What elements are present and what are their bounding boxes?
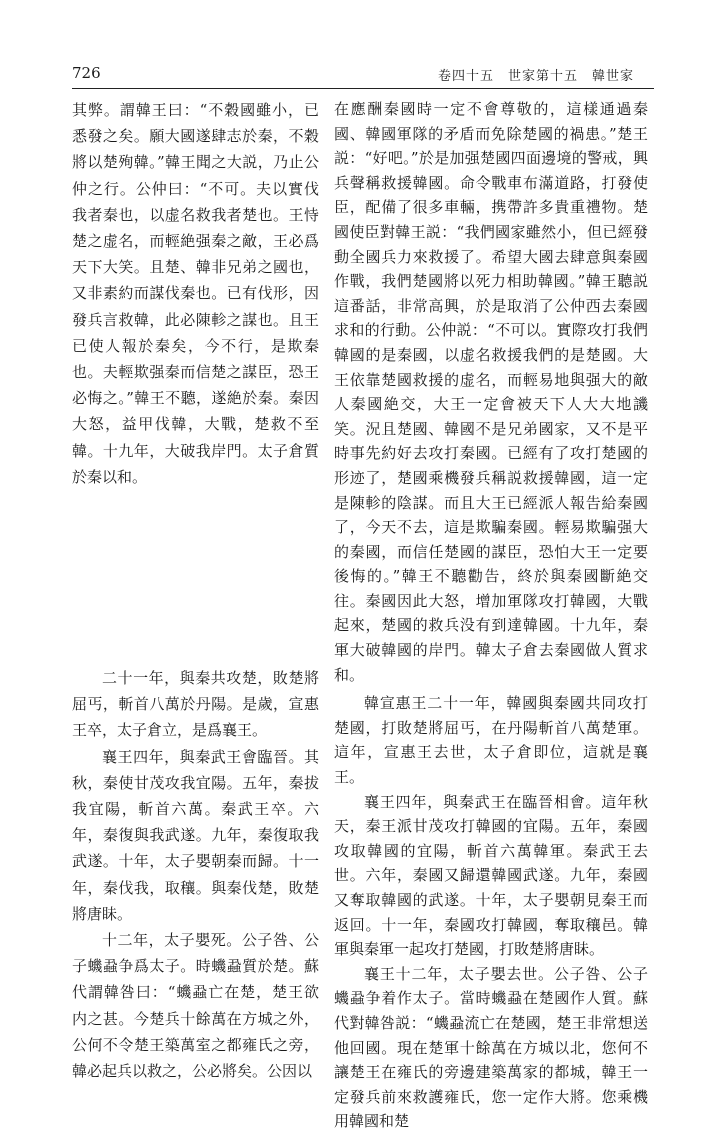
classical-paragraph-1: 其弊。謂韓王曰：“不穀國雖小，已悉發之矣。願大國遂肆志於秦，不穀將以楚殉韓。”韓王聞之大説，乃止公仲之行。公仲曰：“不可。夫以實伐我者秦也，以虚名救我者楚也。王恃楚之虚名，而輕絶强秦之敵，王必爲天下大笑。且楚、韓非兄弟之國也，又非素約而謀伐秦也。已有伐形，因發兵言救韓，此必陳軫之謀也。且王已使人報於秦矣，今不行，是欺秦也。夫輕欺强秦而信楚之謀臣，恐王必悔之。”韓王不聽，遂絶於秦。秦因大怒，益甲伐韓，大戰，楚救不至韓。十九年，大破我岸門。太子倉質於秦以和。 — [72, 101, 319, 486]
classical-text-column — [72, 97, 319, 1084]
translation-paragraph-4: 襄王十二年，太子嬰去世。公子咎、公子蟣蝨争着作太子。當時蟣蝨在楚國作人質。蘇代對韓咎説：“蟣蝨流亡在楚國，楚王非常想送他回國。現在楚軍十餘萬在方城以北，您何不讓楚王在雍氏的旁邊建築萬家的都城，韓王一定發兵前來救護雍氏，您一定作大將。您乘機用韓國和楚 — [334, 964, 648, 1131]
translation-paragraph-3: 襄王四年，與秦武王在臨晉相會。這年秋天，秦王派甘茂攻打韓國的宜陽。五年，秦國攻取韓國的宜陽，斬首六萬韓軍。秦武王去世。六年，秦國又歸還韓國武遂。九年，秦國又奪取韓國的武遂。十年，太子嬰朝見秦王而返回。十一年，秦國攻打韓國，奪取穰邑。韓軍與秦軍一起攻打楚國，打敗楚將唐眛。 — [334, 792, 648, 959]
translation-paragraph-1: 在應酬秦國時一定不會尊敬的，這樣通過秦國、韓國軍隊的矛盾而免除楚國的禍患。”楚王説：“好吧。”於是加强楚國四面邊境的警戒，興兵聲稱救援韓國。命令戰車布滿道路，打發使臣，配備了很多車輛，携帶許多貴重禮物。楚國使臣對韓王説：“我們國家雖然小，但已經發動全國兵力來救援了。希望大國去肆意與秦國作戰，我們楚國將以死力相助韓國。”韓王聽説這番話，非常高興，於是取消了公仲西去秦國求和的行動。公仲説：“不可以。實際攻打我們韓國的是秦國，以虚名救援我們的是楚國。大王依靠楚國救援的虚名，而輕易地與强大的敵人秦國絶交，大王一定會被天下人大大地譏笑。況且楚國、韓國不是兄弟國家，又不是平時事先約好去攻打秦國。已經有了攻打楚國的形迹了，楚國乘機發兵稱説救援韓國，這一定是陳軫的陰謀。而且大王已經派人報告給秦國了，今天不去，這是欺騙秦國。輕易欺騙强大的秦國，而信任楚國的謀臣，恐怕大王一定要後悔的。”韓王不聽勸告，終於與秦國斷絶交往。秦國因此大怒，增加軍隊攻打韓國，大戰起來，楚國的救兵没有到達韓國。十九年，秦軍大破韓國的岸門。韓太子倉去秦國做人質求和。 — [334, 100, 648, 684]
page-header — [72, 64, 654, 89]
translation-column — [334, 97, 648, 1134]
running-title: 卷四十五 世家第十五 韓世家 — [437, 69, 634, 84]
classical-paragraph-3: 襄王四年，與秦武王會臨晉。其秋，秦使甘茂攻我宜陽。五年，秦拔我宜陽，斬首六萬。秦武王卒。六年，秦復與我武遂。九年，秦復取我武遂。十年，太子嬰朝秦而歸。十一年，秦伐我，取穰。與秦伐楚，敗楚將唐眛。 — [72, 747, 319, 923]
column-spacer — [72, 490, 319, 665]
classical-paragraph-2: 二十一年，與秦共攻楚，敗楚將屈丐，斬首八萬於丹陽。是歲，宣惠王卒，太子倉立，是爲襄王。 — [72, 669, 319, 740]
page-number: 726 — [72, 64, 101, 82]
classical-paragraph-4: 十二年，太子嬰死。公子咎、公子蟣蝨争爲太子。時蟣蝨質於楚。蘇代謂韓咎曰：“蟣蝨亡在楚，楚王欲内之甚。今楚兵十餘萬在方城之外，公何不令楚王築萬室之都雍氏之旁，韓必起兵以救之，公必將矣。公因以 — [72, 931, 319, 1081]
translation-paragraph-2: 韓宣惠王二十一年，韓國與秦國共同攻打楚國，打敗楚將屈丐，在丹陽斬首八萬楚軍。這年，宣惠王去世，太子倉即位，這就是襄王。 — [334, 694, 648, 787]
